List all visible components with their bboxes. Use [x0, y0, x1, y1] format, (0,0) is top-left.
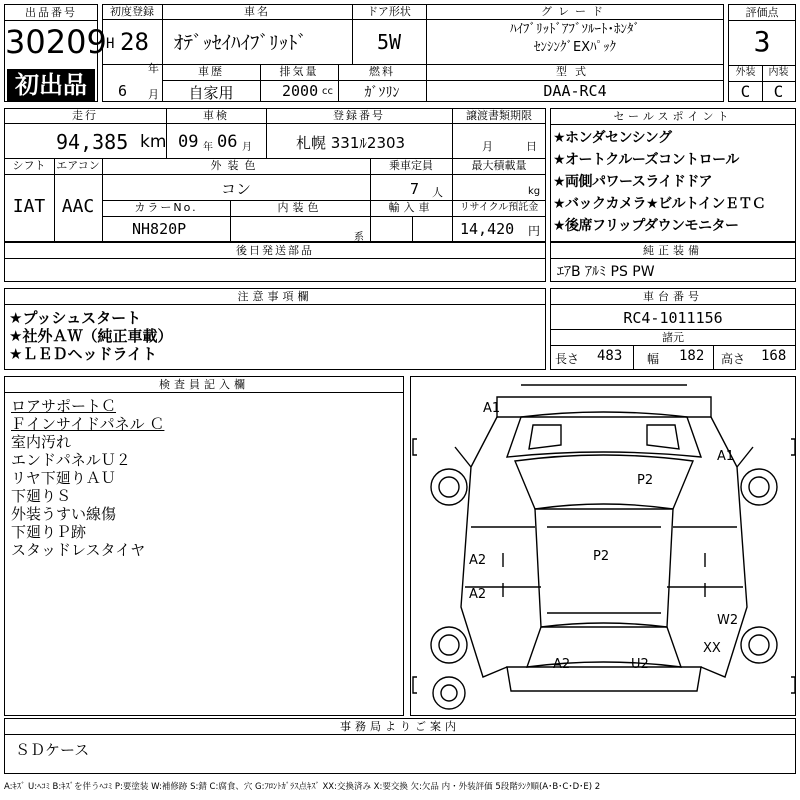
- first-reg-year: 28: [120, 28, 149, 56]
- capacity-value: 7: [410, 180, 420, 198]
- damage-mark: A1: [483, 401, 501, 416]
- mileage-label: 走行: [4, 108, 166, 124]
- width-label: 幅: [647, 352, 660, 366]
- displacement-value: 2000: [282, 82, 319, 100]
- office-label: 事務局よりご案内: [5, 719, 795, 735]
- transfer-day-unit: 日: [526, 140, 537, 153]
- selling-point: ★両側パワースライドドア: [553, 174, 713, 190]
- selling-point: ★ホンダセンシング: [553, 130, 672, 146]
- score-label: 評価点: [729, 5, 795, 21]
- standard-equipment-box: [550, 242, 796, 282]
- inspection-label: 車検: [166, 108, 266, 124]
- height-value: 168: [761, 348, 787, 364]
- inspector-label: 検査員記入欄: [5, 377, 403, 393]
- inspector-item: 下廻りＰ跡: [11, 523, 87, 541]
- inspector-item: 室内汚れ: [11, 433, 72, 451]
- score-ext: C: [740, 82, 751, 101]
- capacity-unit: 人: [432, 186, 443, 199]
- score-box: [728, 4, 796, 102]
- interior-color-suffix: 系: [354, 232, 364, 243]
- first-reg-month: 6: [118, 82, 128, 100]
- displacement-label: 排気量: [279, 65, 319, 78]
- plate-label: 登録番号: [266, 108, 452, 124]
- inspector-item: ロアサポートＣ: [11, 397, 117, 415]
- score-int: C: [773, 82, 784, 101]
- fuel-label: 燃料: [369, 65, 395, 78]
- import-label: 輸入車: [388, 201, 434, 214]
- office-value: ＳＤケース: [15, 741, 90, 759]
- max-load-unit: kg: [528, 186, 541, 197]
- damage-mark: P2: [637, 473, 654, 488]
- grade-label: グレード: [426, 4, 724, 20]
- selling-point: ★オートクルーズコントロール: [553, 152, 739, 168]
- transfer-month-unit: 月: [482, 140, 493, 153]
- mileage-value: 94,385: [56, 130, 129, 154]
- lot-box: [4, 4, 107, 102]
- cautions-label: 注意事項欄: [5, 289, 545, 305]
- caution-item: ★ＬＥＤヘッドライト: [9, 345, 157, 363]
- width-value: 182: [679, 348, 705, 364]
- damage-mark: XX: [703, 641, 721, 656]
- chassis-number: RC4-1011156: [623, 309, 723, 327]
- capacity-label: 乗車定員: [389, 159, 433, 172]
- history-value: 自家用: [188, 84, 234, 102]
- recycle-value: 14,420: [460, 220, 515, 238]
- length-label: 長さ: [555, 352, 580, 366]
- first-reg-year-unit: 年: [148, 62, 159, 75]
- standard-equipment-label: 純正装備: [551, 243, 795, 259]
- car-outline-drawing: [411, 377, 795, 715]
- color-label: 外装色: [210, 159, 262, 172]
- legend: A:ｷｽﾞ U:ﾍｺﾐ B:ｷｽﾞを伴うﾍｺﾐ P:要塗装 W:補修跡 S:錆 C:腐食、穴 G:ﾌﾛﾝﾄｶﾞﾗｽ点ｷｽﾞ XX:交換済み X:要交換 欠:欠品 内・外装評価 5段階ﾗﾝｸ順(A･B･C･D･E) 2: [4, 782, 601, 792]
- grade-line1: ﾊｲﾌﾞﾘｯﾄﾞｱﾌﾞｿﾙｰﾄ･ﾎﾝﾀﾞ: [510, 22, 640, 37]
- transfer-label: 譲渡書類期限: [452, 108, 546, 124]
- inspector-item: エンドパネルＵ２: [11, 451, 131, 469]
- later-parts-label: 後日発送部品: [5, 243, 545, 259]
- fuel-value: ｶﾞｿﾘﾝ: [364, 85, 400, 101]
- chassis-box: [550, 288, 796, 370]
- door-type: 5W: [376, 30, 402, 54]
- color-no-label: カラーNo.: [134, 201, 198, 214]
- shift-value: IAT: [12, 196, 46, 217]
- score-ext-label: 外装: [735, 67, 756, 78]
- recycle-unit: 円: [528, 224, 541, 238]
- selling-points-box: [550, 108, 796, 242]
- interior-color-label: 内装色: [277, 201, 323, 214]
- inspector-item: 下廻りＳ: [11, 487, 72, 505]
- height-label: 高さ: [721, 352, 746, 366]
- color-no-value: NH820P: [132, 220, 187, 238]
- history-label: 車歴: [198, 65, 224, 78]
- model-label: 型式: [556, 65, 594, 78]
- inspector-item: Ｆインサイドパネル Ｃ: [11, 415, 165, 433]
- caution-item: ★社外ＡＷ（純正車載）: [9, 327, 173, 345]
- lot-number: 30209: [5, 23, 107, 61]
- inspection-month-unit: 月: [242, 142, 252, 153]
- length-value: 483: [597, 348, 623, 364]
- displacement-unit: cc: [322, 86, 333, 97]
- standard-equipment-value: ｴｱB ｱﾙﾐ PS PW: [557, 264, 655, 280]
- damage-mark: W2: [717, 613, 739, 628]
- max-load-label: 最大積載量: [471, 159, 527, 172]
- inspector-item: 外装うすい線傷: [11, 505, 117, 523]
- damage-mark: A2: [469, 587, 487, 602]
- model-value: DAA-RC4: [543, 82, 607, 100]
- chassis-label: 車台番号: [551, 289, 795, 305]
- inspection-month: 06: [217, 132, 238, 152]
- selling-point: ★後席フリップダウンモニター: [553, 218, 739, 234]
- car-diagram: [410, 376, 796, 716]
- damage-mark: A2: [553, 657, 571, 672]
- inspector-item: リヤ下廻りＡＵ: [11, 469, 116, 487]
- first-reg-era: H: [106, 36, 115, 52]
- damage-mark: U2: [631, 657, 649, 672]
- selling-points-label: セールスポイント: [551, 109, 795, 125]
- inspection-year-unit: 年: [203, 142, 213, 153]
- ac-label: エアコン: [56, 159, 100, 172]
- first-listing-badge: 初出品: [7, 69, 95, 101]
- inspector-item: スタッドレスタイヤ: [11, 541, 146, 559]
- damage-mark: P2: [593, 549, 610, 564]
- cautions-box: [4, 288, 546, 370]
- damage-mark: A1: [717, 449, 735, 464]
- grade-line2: ｾﾝｼﾝｸﾞEXﾊﾟｯｸ: [533, 40, 617, 55]
- car-name: ｵﾃﾞｯｾｲﾊｲﾌﾞﾘｯﾄﾞ: [174, 32, 308, 54]
- color-value: コン: [220, 180, 251, 198]
- lot-label: 出品番号: [5, 5, 97, 21]
- selling-point: ★バックカメラ★ビルトインＥＴＣ: [553, 196, 766, 212]
- specs-label: 諸元: [551, 330, 795, 346]
- score-int-label: 内装: [768, 67, 789, 78]
- shift-label: シフト: [12, 159, 46, 172]
- car-name-label: 車名: [162, 4, 352, 20]
- first-reg-month-unit: 月: [148, 88, 159, 101]
- door-label: ドア形状: [352, 4, 426, 20]
- inspection-year: 09: [178, 132, 199, 152]
- plate-value: 札幌 331ﾙ2303: [296, 134, 406, 152]
- first-reg-label: 初度登録: [102, 4, 162, 20]
- caution-item: ★プッシュスタート: [9, 309, 142, 327]
- score-value: 3: [753, 25, 771, 58]
- recycle-label: リサイクル預託金: [459, 202, 539, 213]
- later-parts-box: [4, 242, 546, 282]
- damage-mark: A2: [469, 553, 487, 568]
- ac-value: AAC: [61, 196, 95, 217]
- office-box: [4, 718, 796, 774]
- mileage-unit: km: [140, 132, 167, 152]
- inspector-box: [4, 376, 404, 716]
